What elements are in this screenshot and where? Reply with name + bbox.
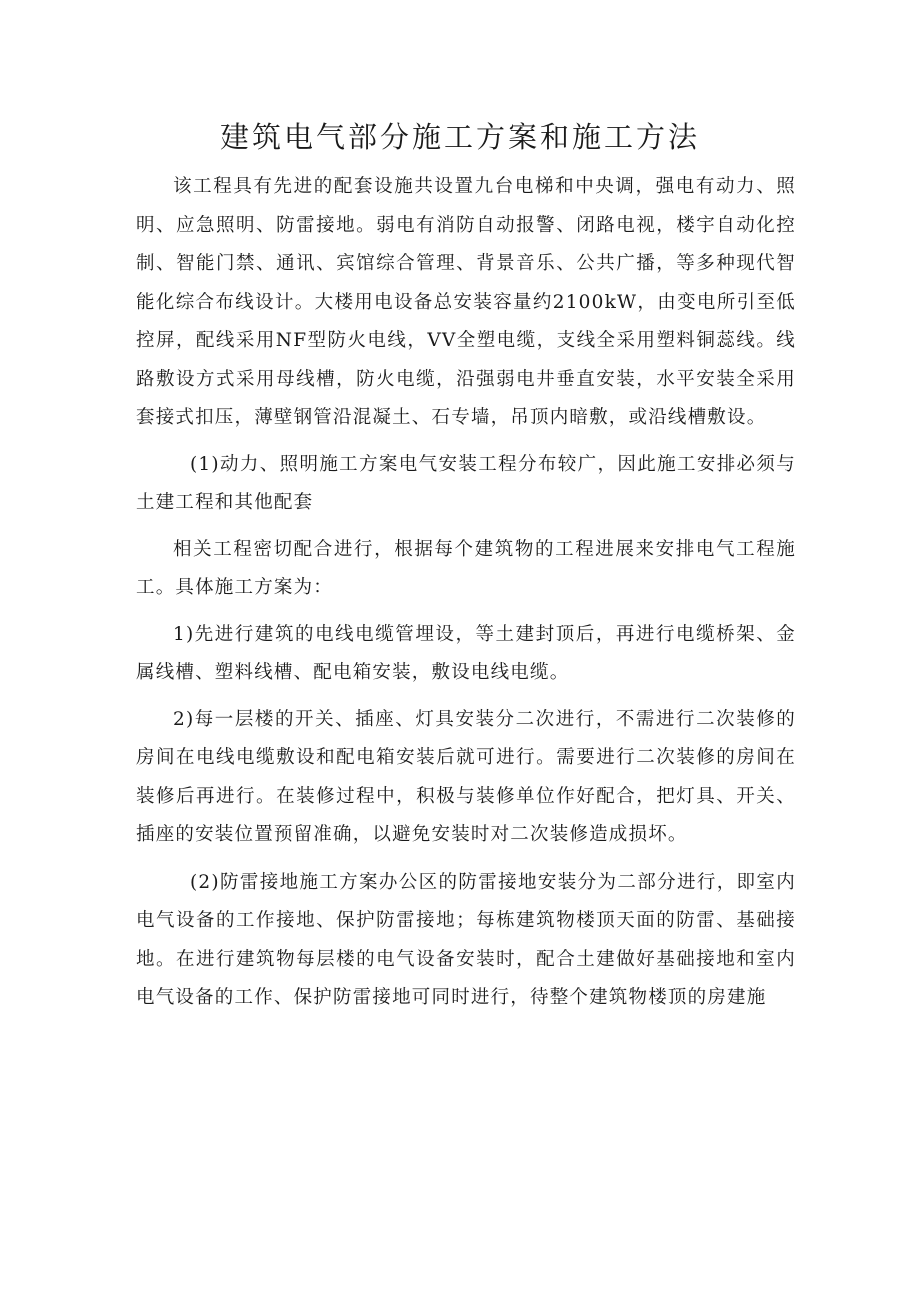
paragraph-project-overview: 该工程具有先进的配套设施共设置九台电梯和中央调，强电有动力、照明、应急照明、防雷接地。弱电有消防自动报警、闭路电视，楼宇自动化控制、智能门禁、通讯、宾馆综合管理、背景音乐、公共广播，等多种现代智能化综合布线设计。大楼用电设备总安装容量约2100kW，由变电所引至低控屏，配线采用NF型防火电线，VV全塑电缆，支线全采用塑料铜蕊线。线路敷设方式采用母线槽，防火电缆，沿强弱电井垂直安装，水平安装全采用套接式扣压，薄壁钢管沿混凝土、石专墙，吊顶内暗敷，或沿线槽敷设。 [136,176,796,428]
document-body [136,168,796,1018]
paragraph-step-2: 2)每一层楼的开关、插座、灯具安装分二次进行，不需进行二次装修的房间在电线电缆敷设和配电箱安装后就可进行。需要进行二次装修的房间在装修后再进行。在装修过程中，积极与装修单位作好配合，把灯具、开关、插座的安装位置预留准确，以避免安装时对二次装修造成损坏。 [136,708,796,845]
paragraph-lightning-grounding-plan: (2)防雷接地施工方案办公区的防雷接地安装分为二部分进行，即室内电气设备的工作接地、保护防雷接地；每栋建筑物楼顶天面的防雷、基础接地。在进行建筑物每层楼的电气设备安装时，配合土建做好基础接地和室内电气设备的工作、保护防雷接地可同时进行，待整个建筑物楼顶的房建施 [136,871,796,1008]
paragraph-power-lighting-plan: (1)动力、照明施工方案电气安装工程分布较广，因此施工安排必须与土建工程和其他配套 [136,453,796,513]
document-title: 建筑电气部分施工方案和施工方法 [219,120,700,154]
paragraph-coordination: 相关工程密切配合进行，根据每个建筑物的工程进展来安排电气工程施工。具体施工方案为： [136,538,796,598]
paragraph-step-1: 1)先进行建筑的电线电缆管埋设，等土建封顶后，再进行电缆桥架、金属线槽、塑料线槽、配电箱安装，敷设电线电缆。 [136,623,796,683]
